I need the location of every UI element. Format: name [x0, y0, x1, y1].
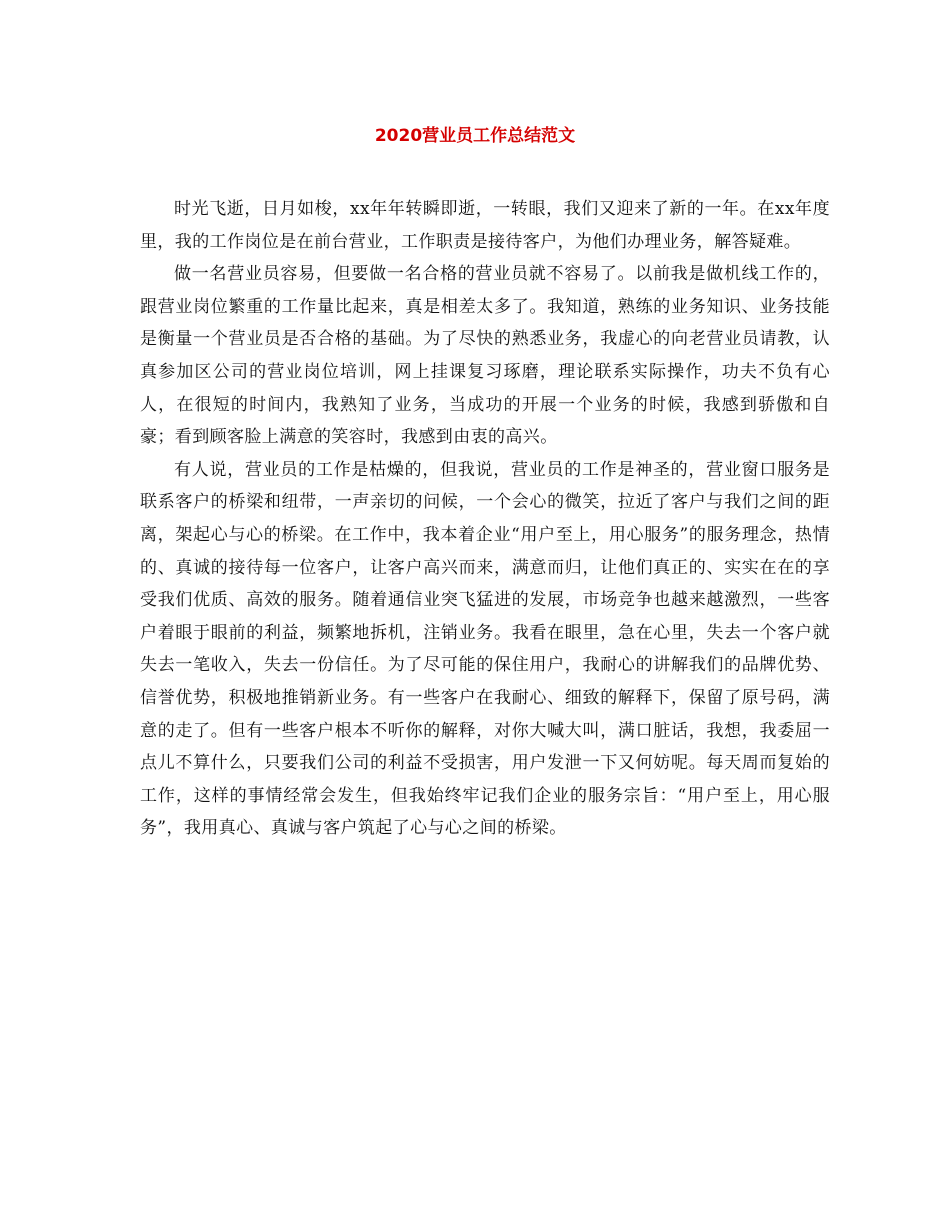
- document-title: 2020营业员工作总结范文: [374, 126, 576, 146]
- paragraph-2: 做一名营业员容易，但要做一名合格的营业员就不容易了。以前我是做机线工作的，跟营业岗位繁重的工作量比起来，真是相差太多了。我知道，熟练的业务知识、业务技能是衡量一个营业员是否合格的基础。为了尽快的熟悉业务，我虚心的向老营业员请教，认真参加区公司的营业岗位培训，网上挂课复习琢磨，理论联系实际操作，功夫不负有心人，在很短的时间内，我熟知了业务，当成功的开展一个业务的时候，我感到骄傲和自豪；看到顾客脸上满意的笑容时，我感到由衷的高兴。: [140, 264, 830, 448]
- paragraph-3: 有人说，营业员的工作是枯燥的，但我说，营业员的工作是神圣的，营业窗口服务是联系客户的桥梁和纽带，一声亲切的问候，一个会心的微笑，拉近了客户与我们之间的距离，架起心与心的桥梁。在工作中，我本着企业“用户至上，用心服务”的服务理念，热情的、真诚的接待每一位客户，让客户高兴而来，满意而归，让他们真正的、实实在在的享受我们优质、高效的服务。随着通信业突飞猛进的发展，市场竞争也越来越激烈，一些客户着眼于眼前的利益，频繁地拆机，注销业务。我看在眼里，急在心里，失去一个客户就失去一笔收入，失去一份信任。为了尽可能的保住用户，我耐心的讲解我们的品牌优势、信誉优势，积极地推销新业务。有一些客户在我耐心、细致的解释下，保留了原号码，满意的走了。但有一些客户根本不听你的解释，对你大喊大叫，满口脏话，我想，我委屈一点儿不算什么，只要我们公司的利益不受损害，用户发泄一下又何妨呢。每天周而复始的工作，这样的事情经常会发生，但我始终牢记我们企业的服务宗旨：“用户至上，用心服务”，我用真心、真诚与客户筑起了心与心之间的桥梁。: [140, 459, 830, 839]
- paragraph-1: 时光飞逝，日月如梭，xx年年转瞬即逝，一转眼，我们又迎来了新的一年。在xx年度里，我的工作岗位是在前台营业，工作职责是接待客户，为他们办理业务，解答疑难。: [140, 199, 830, 252]
- document-body: [140, 193, 830, 845]
